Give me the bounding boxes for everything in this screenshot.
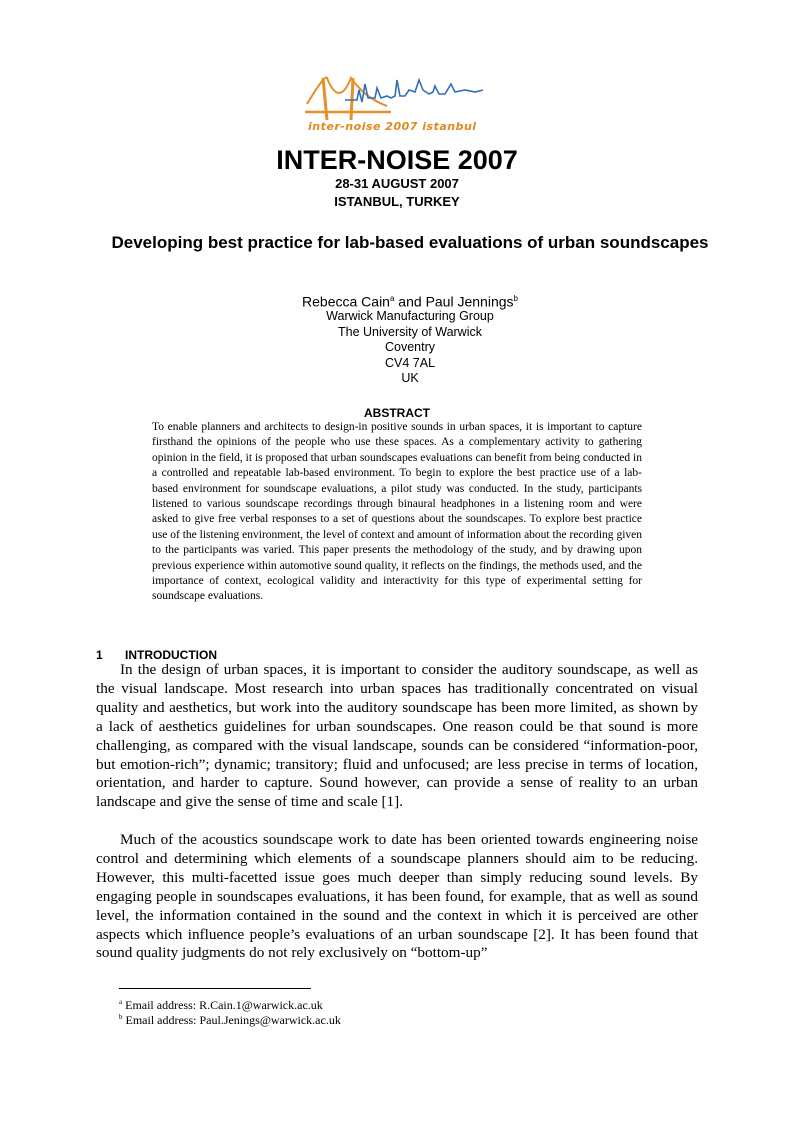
footnote-text: Email address: Paul.Jenings@warwick.ac.uk [122, 1013, 341, 1027]
abstract-text: To enable planners and architects to design-in positive sounds in urban spaces, it is important to capture firsthand the opinions of the people who use these spaces. As a complementary activity to gathering opinion in the field, it is proposed that urban soundscapes evaluations can benefit from being conducted in a controlled and repeatable lab-based environment. To begin to explore the best practice use of a lab-based environment for soundscape evaluations, a pilot study was conducted. In the study, participants listened to various soundscape recordings through binaural headphones in a listening room and were asked to give free verbal responses to a set of questions about the soundscapes. To explore best practice use of the listening environment, the level of context and amount of information about the recording given to the participants was varied. This paper presents the methodology of the study, and by drawing upon previous experience within automotive sound quality, it reflects on the findings, the methods used, and the importance of context, ecological validity and interactivity for this type of experimental setting for soundscape evaluations. [152, 421, 642, 603]
body-paragraph: Much of the acoustics soundscape work to date has been oriented towards engineering noise control and determining which elements of a soundscape planners should aim to be reducing. However, this multi-facetted issue goes much deeper than simply reducing sound levels. By engaging people in soundscapes evaluations, it has been found, for example, that as well as sound level, the information contained in the sound and the context in which it is perceived are other aspects which influence people’s evaluations of an urban soundscape [2]. It has been found that sound quality judgments do not rely exclusively on “bottom-up” [96, 831, 698, 962]
author-affil-mark: b [513, 294, 518, 303]
affiliation-line: Warwick Manufacturing Group [326, 309, 494, 323]
conference-location: ISTANBUL, TURKEY [334, 194, 460, 209]
footnote-mark: b [119, 1013, 123, 1021]
author-affil-mark: a [389, 294, 395, 303]
bridge-graphic [305, 78, 391, 120]
footnote-rule [119, 988, 311, 989]
paper-title: Developing best practice for lab-based evaluations of urban soundscapes [111, 233, 709, 252]
affiliation-block [0, 309, 794, 387]
affiliation-line: CV4 7AL [384, 355, 436, 370]
abstract-heading: ABSTRACT [364, 406, 430, 420]
logo-text: inter-noise 2007 istanbul [308, 120, 477, 133]
section-number: 1 [96, 648, 103, 662]
footnote [119, 1010, 679, 1027]
affiliation-line: The University of Warwick [337, 324, 482, 339]
author-conjunction: and [394, 293, 426, 310]
author-name: Paul Jennings [425, 293, 514, 310]
affiliation-line: Coventry [384, 340, 436, 354]
soundwave-graphic [345, 80, 483, 102]
author-name: Rebecca Cain [302, 293, 390, 310]
footnote-mark: a [119, 998, 123, 1006]
conference-title: INTER-NOISE 2007 [276, 145, 518, 175]
author-line [0, 290, 794, 311]
section-heading [96, 648, 217, 662]
footnote-text: Email address: R.Cain.1@warwick.ac.uk [122, 998, 323, 1012]
section-title: INTRODUCTION [125, 648, 217, 662]
affiliation-line: UK [401, 371, 419, 385]
conference-dates: 28-31 AUGUST 2007 [335, 176, 459, 191]
body-paragraph: In the design of urban spaces, it is important to consider the auditory soundscape, as well as the visual landscape. Most research into urban spaces has traditionally concentrated on visual quality and aesthetics, but work into the auditory soundscape has been more limited, as shown by a lack of aesthetics guidelines for urban soundscapes. One reason could be that sound is more challenging, as compared with the visual landscape, sounds can be considered “information-poor, but emotion-rich”; dynamic; transitory; fluid and unfocused; are less precise in terms of location, orientation, and harder to capture. Sound however, can provide a sense of reality to an urban landscape and give the sense of time and scale [1]. [96, 661, 698, 811]
